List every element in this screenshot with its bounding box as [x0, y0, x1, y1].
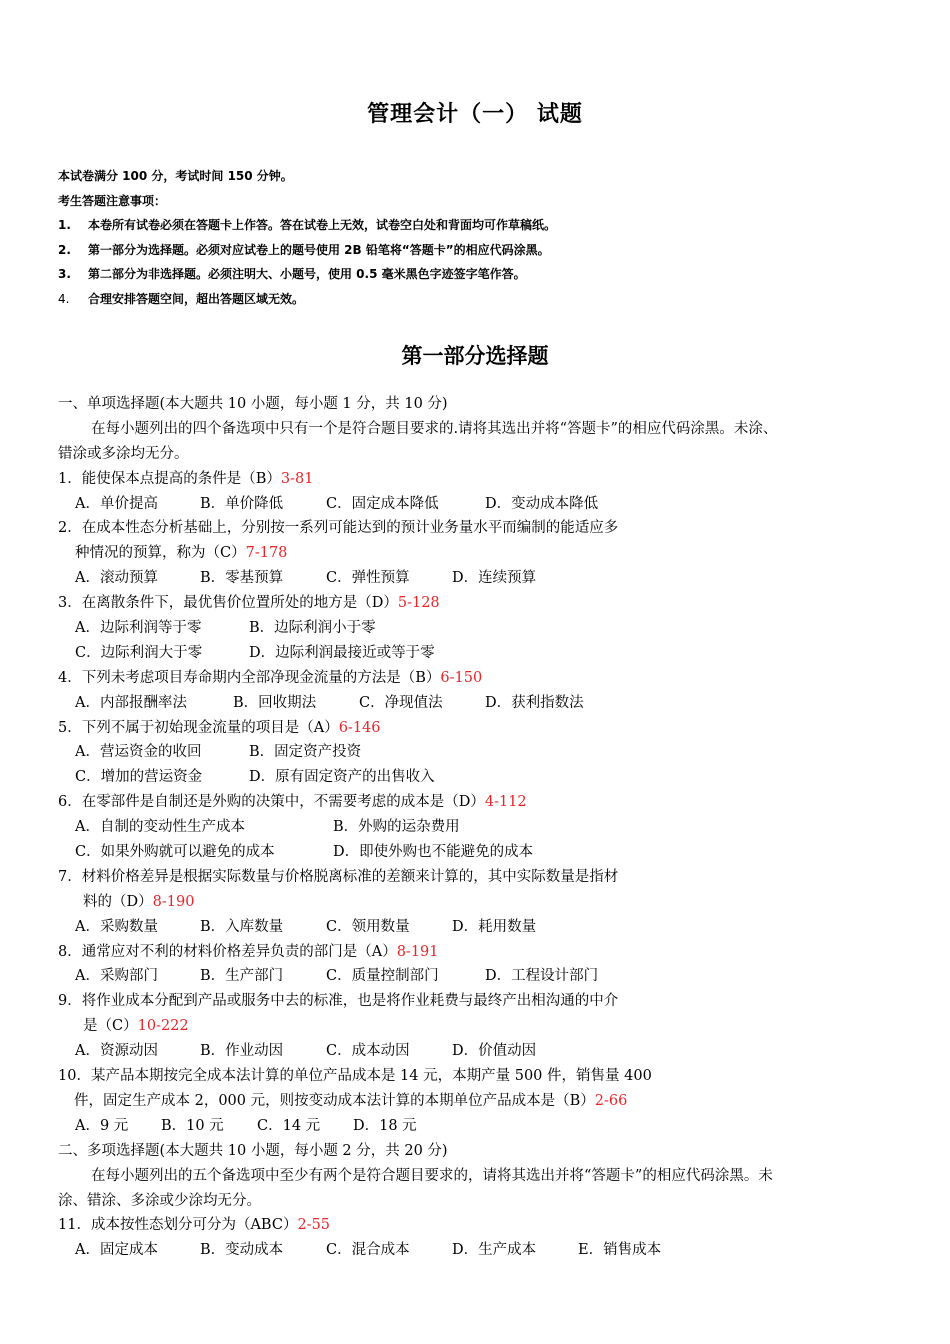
question-stem: 种情况的预算，称为（C）7-178	[75, 545, 288, 562]
question-options	[58, 740, 898, 765]
option: A．自制的变动性生产成本	[75, 819, 245, 836]
question-stem: 6．在零部件是自制还是外购的决策中，不需要考虑的成本是（D）4-112	[58, 794, 527, 811]
option: A．内部报酬率法	[75, 694, 187, 711]
question-stem: 3．在离散条件下，最优售价位置所处的地方是（D）5-128	[58, 595, 440, 612]
option: C．增加的营运资金	[75, 769, 203, 786]
option: A．采购部门	[75, 968, 158, 985]
page-ref: 2-66	[594, 1092, 628, 1109]
option: D．耗用数量	[452, 918, 537, 935]
question-stem: 料的（D）8-190	[83, 893, 195, 910]
option: B．边际利润小于零	[249, 620, 376, 637]
option: D．边际利润最接近或等于零	[249, 644, 435, 661]
page-ref: 7-178	[245, 545, 288, 562]
option: A．单价提高	[75, 495, 158, 512]
question-stem: 10．某产品本期按完全成本法计算的单位产品成本是 14 元，本期产量 500 件，销售量 400	[58, 1068, 652, 1085]
page-ref: 4-112	[484, 794, 527, 811]
option: C．弹性预算	[326, 570, 410, 587]
note-item	[58, 287, 908, 312]
note-number: 4.	[58, 291, 70, 306]
note-text: 合理安排答题空间，超出答题区域无效。	[88, 291, 305, 306]
option: D．18 元	[353, 1117, 417, 1134]
option: C．边际利润大于零	[75, 644, 203, 661]
option: D．即使外购也不能避免的成本	[333, 844, 534, 861]
option: A．资源动因	[75, 1043, 158, 1060]
page-ref: 10-222	[137, 1018, 189, 1035]
note-text: 本卷所有试卷必须在答题卡上作答。答在试卷上无效，试卷空白处和背面均可作草稿纸。	[88, 218, 557, 232]
option: D．获利指数法	[485, 694, 584, 711]
page-ref: 8-191	[396, 943, 439, 960]
option: B．变动成本	[200, 1242, 284, 1259]
exam-notes	[58, 164, 908, 311]
note-number: 2.	[58, 242, 71, 257]
option: D．价值动因	[452, 1043, 537, 1060]
option: A．边际利润等于零	[75, 620, 202, 637]
question-options	[58, 765, 898, 790]
option: B．入库数量	[200, 918, 284, 935]
question-stem: 11．成本按性态划分可分为（ABC）2-55	[58, 1217, 331, 1234]
option: B．作业动因	[200, 1043, 284, 1060]
section-heading: 一、单项选择题(本大题共 10 小题，每小题 1 分，共 10 分)	[58, 396, 448, 412]
option: A．营运资金的收回	[75, 744, 202, 761]
option: C．净现值法	[359, 694, 443, 711]
question-options	[58, 1114, 898, 1139]
question-options	[58, 492, 898, 517]
option: A．滚动预算	[75, 570, 158, 587]
question-options	[58, 566, 898, 591]
page-title: 管理会计（一） 试题	[367, 102, 583, 127]
option: C．固定成本降低	[326, 495, 439, 512]
section-instructions: 错涂或多涂均无分。	[58, 445, 189, 462]
question-options	[58, 1039, 898, 1064]
option: D．工程设计部门	[485, 968, 599, 985]
option: D．连续预算	[452, 570, 537, 587]
option: B．零基预算	[200, 570, 284, 587]
exam-intro: 本试卷满分 100 分，考试时间 150 分钟。	[58, 169, 293, 183]
question-stem: 是（C）10-222	[83, 1018, 189, 1035]
option: D．生产成本	[452, 1242, 537, 1259]
option: B．回收期法	[233, 694, 317, 711]
question-stem: 8．通常应对不利的材料价格差异负责的部门是（A）8-191	[58, 943, 439, 960]
option: E．销售成本	[578, 1242, 662, 1259]
option: C．14 元	[257, 1117, 321, 1134]
option: A．9 元	[75, 1117, 129, 1134]
option: D．变动成本降低	[485, 495, 599, 512]
page-ref: 6-146	[338, 719, 381, 736]
note-item	[58, 238, 908, 263]
section-instructions: 在每小题列出的五个备选项中至少有两个是符合题目要求的，请将其选出并将“答题卡”的相应代码涂黑。未	[91, 1167, 773, 1184]
question-stem: 2．在成本性态分析基础上，分别按一系列可能达到的预计业务量水平而编制的能适应多	[58, 520, 619, 537]
section-heading: 二、多项选择题(本大题共 10 小题，每小题 2 分，共 20 分)	[58, 1142, 448, 1159]
option: D．原有固定资产的出售收入	[249, 769, 435, 786]
question-options	[58, 915, 898, 940]
question-options	[58, 1238, 898, 1263]
question-stem: 4．下列未考虑项目寿命期内全部净现金流量的方法是（B）6-150	[58, 669, 483, 686]
question-stem: 5．下列不属于初始现金流量的项目是（A）6-146	[58, 719, 381, 736]
part-title: 第一部分选择题	[401, 343, 549, 368]
question-body	[58, 392, 898, 1263]
question-options	[58, 691, 898, 716]
section-instructions: 在每小题列出的四个备选项中只有一个是符合题目要求的.请将其选出并将“答题卡”的相应代码涂黑。未涂、	[91, 420, 778, 437]
question-stem: 7．材料价格差异是根据实际数量与价格脱离标准的差额来计算的，其中实际数量是指材	[58, 868, 619, 885]
option: B．10 元	[161, 1117, 224, 1134]
option: A．固定成本	[75, 1242, 158, 1259]
page-ref: 6-150	[440, 669, 483, 686]
option: C．混合成本	[326, 1242, 410, 1259]
option: B．固定资产投资	[249, 744, 362, 761]
question-stem: 件，固定生产成本 2，000 元，则按变动成本法计算的本期单位产品成本是（B）2-66	[74, 1092, 628, 1109]
note-item	[58, 213, 908, 238]
note-number: 3.	[58, 267, 71, 281]
page-ref: 8-190	[152, 893, 195, 910]
note-item	[58, 262, 908, 287]
notes-heading: 考生答题注意事项：	[58, 193, 167, 208]
option: C．领用数量	[326, 918, 410, 935]
option: B．单价降低	[200, 495, 284, 512]
option: C．质量控制部门	[326, 968, 439, 985]
question-stem: 1．能使保本点提高的条件是（B）3-81	[58, 470, 314, 487]
option: C．成本动因	[326, 1043, 410, 1060]
option: C．如果外购就可以避免的成本	[75, 844, 275, 861]
question-options	[58, 815, 898, 840]
note-text: 第一部分为选择题。必须对应试卷上的题号使用 2B 铅笔将“答题卡”的相应代码涂黑。	[88, 242, 550, 257]
option: B．生产部门	[200, 968, 284, 985]
note-number: 1.	[58, 218, 71, 232]
question-options	[58, 840, 898, 865]
question-stem: 9．将作业成本分配到产品或服务中去的标准，也是将作业耗费与最终产出相沟通的中介	[58, 993, 619, 1010]
question-options	[58, 641, 898, 666]
page-ref: 3-81	[280, 470, 314, 487]
option: B．外购的运杂费用	[333, 819, 460, 836]
option: A．采购数量	[75, 918, 158, 935]
page-ref: 2-55	[297, 1217, 331, 1234]
section-instructions: 涂、错涂、多涂或少涂均无分。	[58, 1192, 261, 1209]
note-text: 第二部分为非选择题。必须注明大、小题号，使用 0.5 毫米黑色字迹签字笔作答。	[88, 267, 526, 281]
question-options	[58, 964, 898, 989]
question-options	[58, 616, 898, 641]
page-ref: 5-128	[397, 595, 440, 612]
